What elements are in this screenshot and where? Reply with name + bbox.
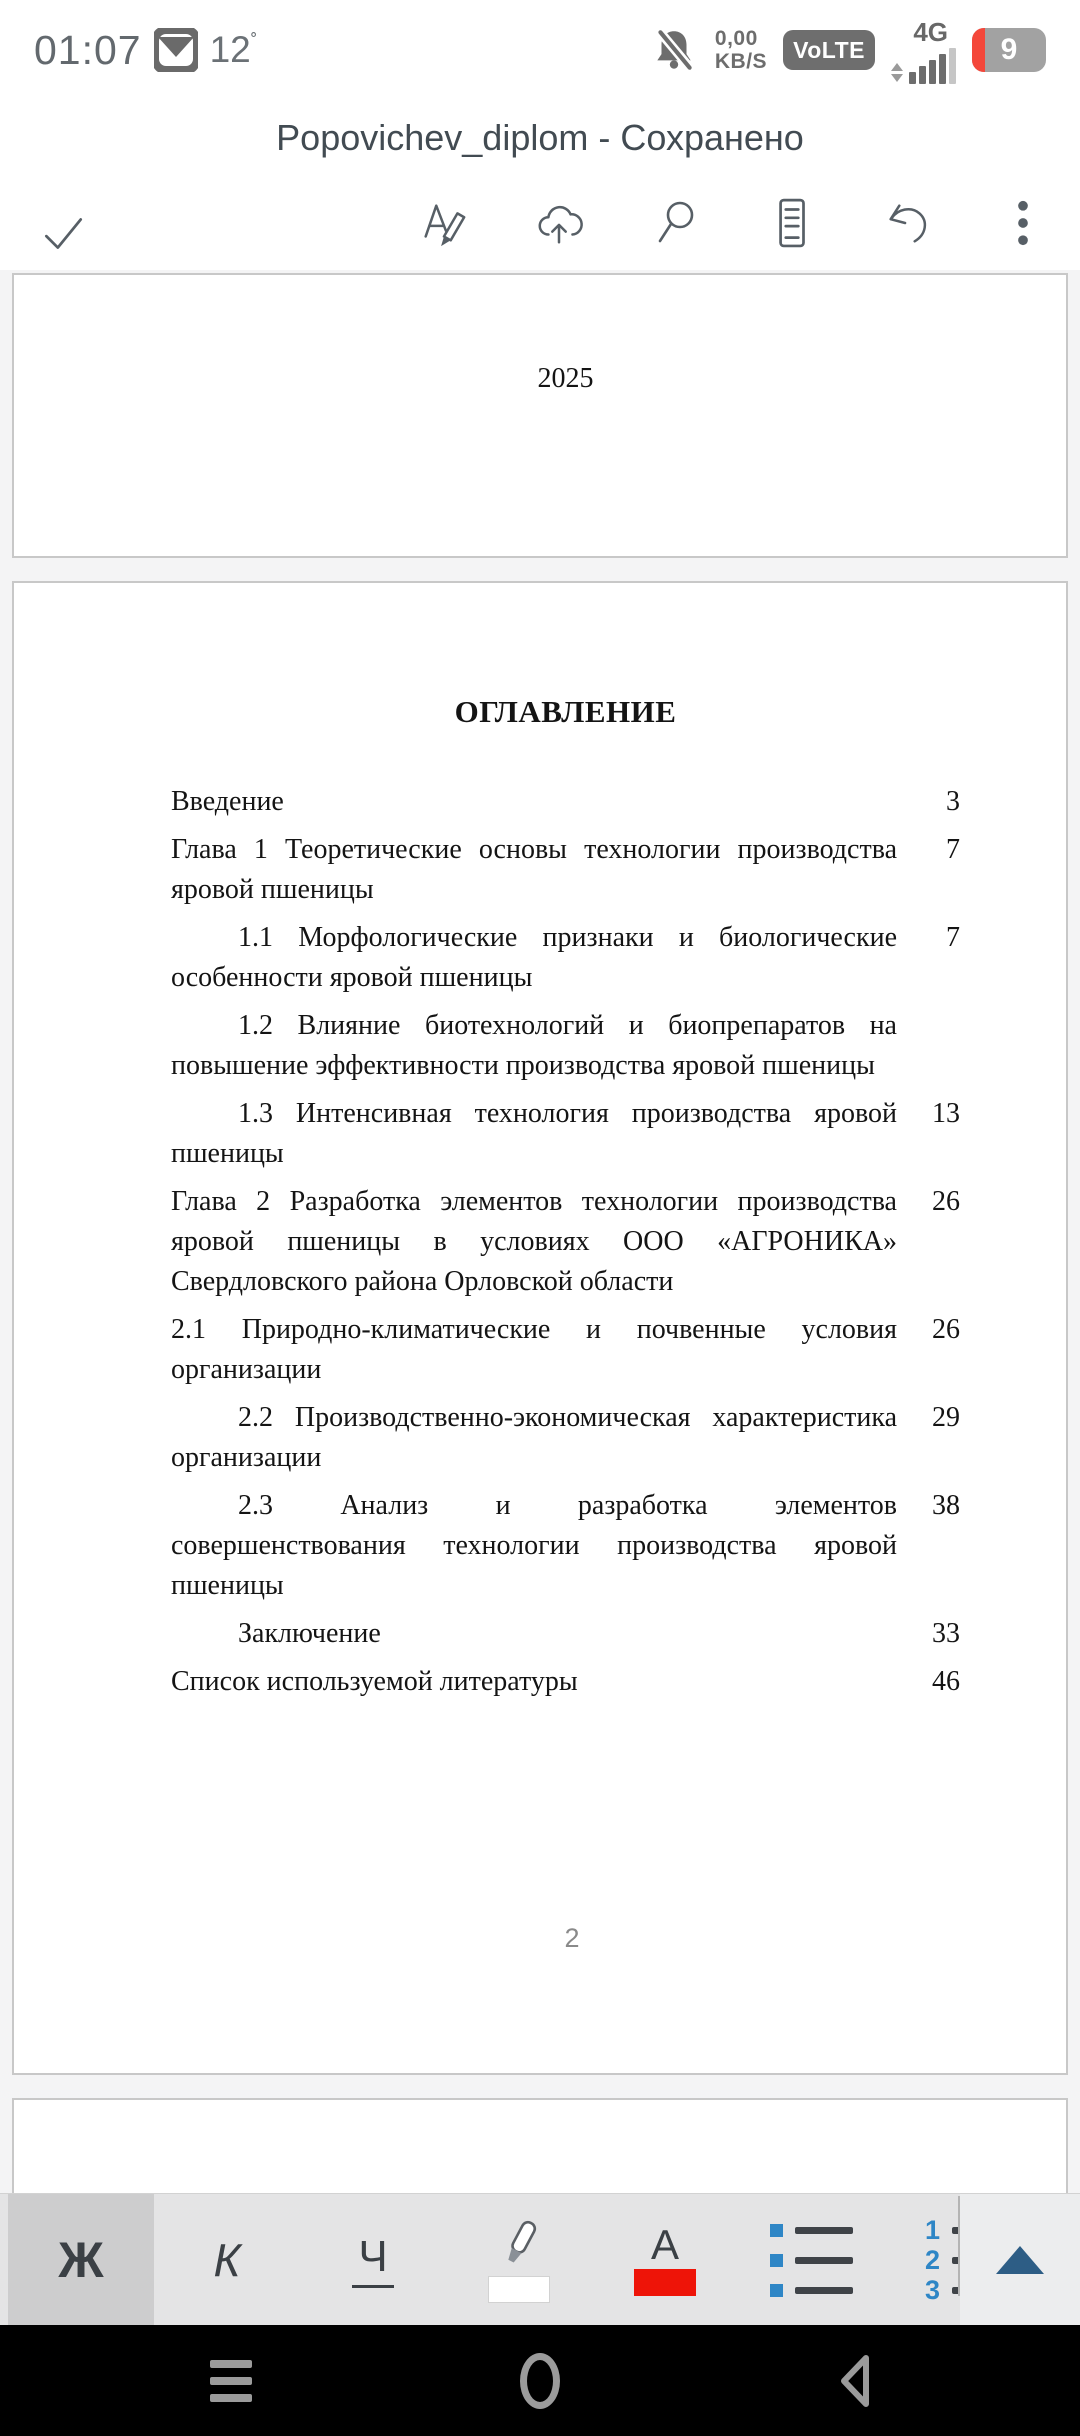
- network-speed-value: 0,00: [714, 27, 758, 50]
- numbered-row: 3: [922, 2279, 958, 2301]
- signal-bars-icon: [891, 48, 956, 84]
- toc-entry-title: 1.3 Интенсивная технология производства яровой пшеницы: [171, 1098, 897, 1169]
- back-button[interactable]: [795, 2325, 915, 2436]
- toc-entry[interactable]: [171, 1094, 960, 1174]
- cloud-upload-icon: [534, 195, 584, 251]
- done-button[interactable]: [38, 198, 88, 268]
- numbered-row: 2: [922, 2249, 958, 2271]
- home-icon: [520, 2353, 560, 2409]
- highlight-color-swatch: [488, 2276, 550, 2303]
- toc-entry-title: Заключение: [238, 1618, 381, 1649]
- toc-entry[interactable]: [171, 1398, 960, 1478]
- formatting-toolbar-scroll[interactable]: [0, 2194, 958, 2326]
- document-title: Popovichev_diplom - Сохранено: [276, 117, 804, 158]
- toc-entry-page-number: 26: [932, 1186, 960, 1217]
- toc-entry-page-number: 7: [946, 834, 960, 865]
- formatting-toolbar: [0, 2193, 1080, 2325]
- undo-icon: [882, 195, 932, 251]
- back-arrow-icon: [833, 2351, 877, 2411]
- home-button[interactable]: [480, 2325, 600, 2436]
- underline-glyph: Ч: [352, 2232, 393, 2288]
- bold-button[interactable]: [8, 2194, 154, 2326]
- network-speed-indicator: [715, 27, 767, 73]
- volte-badge: VoLTE: [783, 30, 875, 70]
- italic-glyph: К: [213, 2234, 241, 2286]
- toc-entry-title: 1.2 Влияние биотехнологий и биопрепаратов на повышение эффективности производства яровой пшеницы: [171, 1010, 897, 1081]
- toc-entry-title: 1.1 Морфологические признаки и биологические особенности яровой пшеницы: [171, 922, 897, 993]
- menu-icon: [210, 2360, 252, 2402]
- document-page-2[interactable]: [12, 581, 1068, 2075]
- clock: 01:07: [34, 26, 142, 73]
- underline-button[interactable]: [300, 2194, 446, 2326]
- highlighter-icon: [493, 2218, 545, 2272]
- toc-entry-title: 2.3 Анализ и разработка элементов совершенствования технологии производства яровой пшеницы: [171, 1490, 897, 1601]
- toc-entry-title: Глава 1 Теоретические основы технологии производства яровой пшеницы: [171, 834, 897, 905]
- data-activity-arrows-icon: [891, 63, 903, 82]
- toc-entry-title: Введение: [171, 786, 284, 817]
- cellular-signal: [891, 17, 956, 84]
- battery-icon: [972, 28, 1046, 72]
- message-notification-icon: [154, 28, 198, 72]
- numbered-row: 1: [922, 2219, 958, 2241]
- mobile-view-button[interactable]: [766, 188, 816, 258]
- toc-entry-title: Список используемой литературы: [171, 1666, 578, 1697]
- battery-percent-label: 9: [1000, 33, 1018, 66]
- search-button[interactable]: [650, 188, 700, 258]
- toc-entry-title: 2.1 Природно-климатические и почвенные условия организации: [171, 1314, 897, 1385]
- font-color-glyph: A: [650, 2220, 679, 2268]
- format-text-button[interactable]: [418, 188, 468, 258]
- toc-entry-page-number: 46: [932, 1666, 960, 1697]
- status-right-cluster: [649, 0, 1040, 100]
- bullet-list-button[interactable]: [738, 2194, 884, 2326]
- checkmark-icon: [38, 207, 88, 259]
- collapse-toolbar-button[interactable]: [960, 2194, 1080, 2326]
- format-pen-icon: [418, 194, 468, 252]
- weather-temperature: 12˚: [209, 29, 258, 70]
- table-of-contents: [171, 583, 960, 1702]
- document-canvas[interactable]: [0, 270, 1080, 2193]
- toc-entry-page-number: 3: [946, 786, 960, 817]
- font-color-swatch: [634, 2269, 696, 2296]
- mute-bell-icon: [649, 24, 699, 76]
- save-to-cloud-button[interactable]: [534, 188, 584, 258]
- battery-indicator: [972, 28, 1040, 72]
- toc-entry-page-number: 38: [932, 1490, 960, 1521]
- status-bar: [0, 0, 1080, 100]
- toc-entry[interactable]: [171, 782, 960, 822]
- font-color-button[interactable]: [592, 2194, 738, 2326]
- toolbar-actions: [418, 188, 1048, 258]
- network-speed-unit: KB/S: [714, 50, 768, 73]
- highlight-color-button[interactable]: [446, 2194, 592, 2326]
- bold-glyph: Ж: [58, 2232, 104, 2288]
- document-page-3[interactable]: [12, 2098, 1068, 2193]
- toc-entry[interactable]: [171, 918, 960, 998]
- title-page-year[interactable]: 2025: [537, 363, 594, 394]
- toc-entry-title: 2.2 Производственно-экономическая характеристика организации: [171, 1402, 897, 1473]
- bullet-row: [770, 2279, 853, 2301]
- toc-entry-page-number: 26: [932, 1314, 960, 1345]
- toc-entry[interactable]: [171, 1486, 960, 1606]
- toc-entry[interactable]: [171, 1662, 960, 1702]
- numbered-list-button[interactable]: [884, 2194, 958, 2326]
- kebab-menu-icon: [1013, 195, 1033, 251]
- network-type-label: 4G: [913, 16, 948, 47]
- bullet-row: [770, 2219, 853, 2241]
- toc-list: [171, 782, 960, 1702]
- toc-entry[interactable]: [171, 1614, 960, 1654]
- reading-view-icon: [766, 195, 816, 251]
- collapse-arrow-icon: [996, 2246, 1044, 2274]
- toc-entry-page-number: 29: [932, 1402, 960, 1433]
- search-icon: [650, 195, 700, 251]
- page-number-footer: 2: [564, 1923, 580, 1953]
- recents-menu-button[interactable]: [171, 2325, 291, 2436]
- toc-entry-page-number: 33: [932, 1618, 960, 1649]
- status-left-cluster: [34, 0, 257, 100]
- toc-heading[interactable]: ОГЛАВЛЕНИЕ: [454, 694, 677, 729]
- android-navigation-bar: [0, 2325, 1080, 2436]
- toc-entry[interactable]: [171, 830, 960, 910]
- toc-entry-page-number: 13: [932, 1098, 960, 1129]
- undo-button[interactable]: [882, 188, 932, 258]
- document-page-1[interactable]: [12, 273, 1068, 558]
- bullet-row: [770, 2249, 853, 2271]
- toc-entry-title: Глава 2 Разработка элементов технологии производства яровой пшеницы в условиях ООО «АГРОНИКА» Свердловского района Орловской области: [171, 1186, 897, 1297]
- toc-entry-page-number: 7: [946, 922, 960, 953]
- toc-entry[interactable]: [171, 1310, 960, 1390]
- italic-button[interactable]: [154, 2194, 300, 2326]
- overflow-menu-button[interactable]: [998, 188, 1048, 258]
- toc-entry[interactable]: [171, 1006, 960, 1086]
- toc-entry[interactable]: [171, 1182, 960, 1302]
- app-toolbar: [0, 176, 1080, 270]
